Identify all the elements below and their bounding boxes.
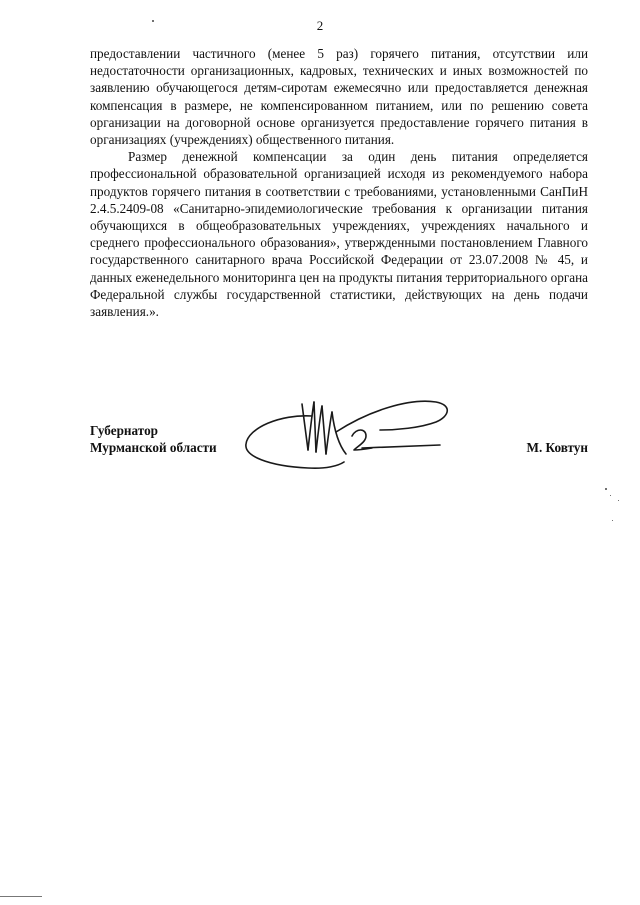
signer-title-line2: Мурманской области — [90, 440, 217, 455]
scan-speck — [610, 495, 611, 496]
signer-title-line1: Губернатор — [90, 423, 158, 438]
paragraph-continuation: предоставлении частичного (менее 5 раз) горячего питания, отсутствии или недостаточности организационных, кадровых, технических и иных возможностей по заявлению обучающегося детям-сиротам ежемесячно или предоставляется денежная компенсация в размере, не компенсированном питанием, или по решению совета организации на договорной основе организуется предоставление горячего питания в организациях (учреждениях) общественного питания. — [90, 46, 588, 148]
document-body — [90, 45, 588, 320]
signer-title — [90, 422, 217, 456]
signature-block — [90, 422, 588, 466]
scan-speck — [605, 488, 607, 490]
paragraph-compensation-size: Размер денежной компенсации за один день питания определяется профессиональной образовательной организацией исходя из рекомендуемого набора продуктов горячего питания в соответствии с требованиями, установленными СанПиН 2.4.5.2409-08 «Санитарно-эпидемиологические требования к организации питания обучающихся в общеобразовательных учреждениях, учреждениях начального и среднего профессионального образования», утвержденными постановлением Главного государственного санитарного врача Российской Федерации от 23.07.2008 № 45, и данных еженедельного мониторинга цен на продукты питания территориального органа Федеральной службы государственной статистики, действующих на день подачи заявления.». — [90, 149, 588, 320]
scan-speck — [152, 20, 154, 22]
page-number: 2 — [316, 18, 324, 33]
signer-name: М. Ковтун — [526, 440, 588, 455]
bottom-edge-rule — [0, 896, 42, 897]
scan-speck — [612, 520, 613, 521]
scan-speck — [618, 500, 619, 501]
